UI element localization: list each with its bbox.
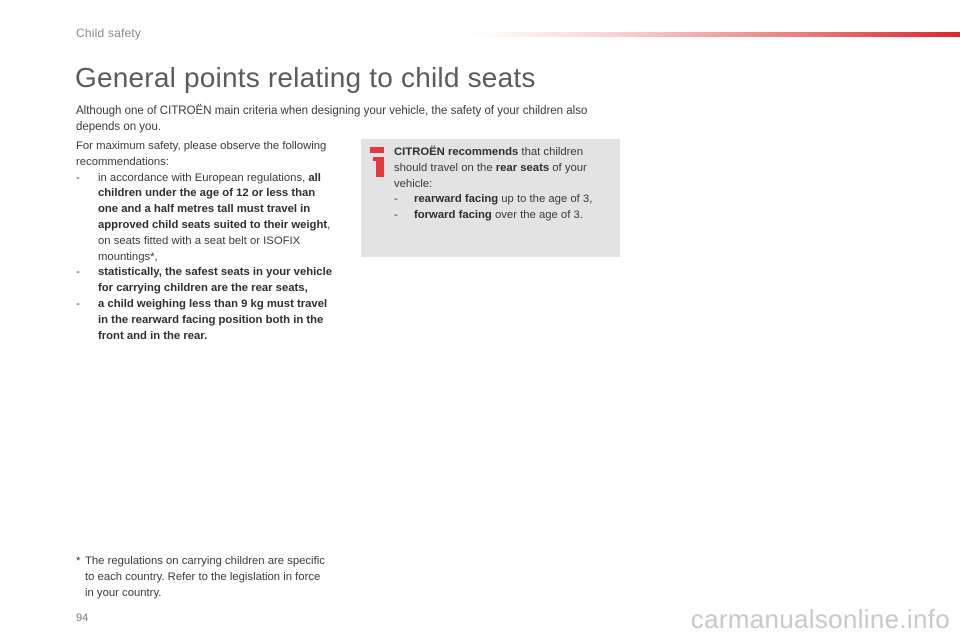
info-text-part: that children should travel on the [394,146,583,174]
item-bold-text: forward facing [414,209,492,222]
info-bold-rear-seats: rear seats [495,161,550,174]
recommendations-list [76,171,332,345]
list-item [76,297,332,344]
page-title: General points relating to child seats [75,62,536,93]
footnote-marker: * [76,555,81,567]
item-bold-text: a child weighing less than 9 kg must travel in the rearward facing position both in the front and in the rear. [98,297,328,342]
item-text: in accordance with European regulations, [98,171,309,184]
recommendations-lead: For maximum safety, please observe the following recommendations: [76,140,327,168]
section-header: Child safety [76,26,142,40]
item-text: up to the age of 3, [498,193,593,206]
item-text: over the age of 3. [491,209,583,222]
recommendations-column [76,139,332,344]
footnote-text: The regulations on carrying children are specific to each country. Refer to the legislation in force in your country. [85,555,325,599]
list-dash: - [394,193,398,206]
list-item [394,208,612,224]
list-item [394,192,612,208]
list-item [76,265,332,297]
header-gradient-bar [470,32,960,37]
item-bold-text: all children under the age of 12 or less than one and a half metres tall must travel in approved child seats suited to their weight [98,171,328,231]
intro-paragraph: Although one of CITROËN main criteria when designing your vehicle, the safety of your children also depends on you. [76,105,588,133]
info-brand: CITROËN recommends [394,146,519,158]
watermark: carmanualsonline.info [690,604,950,634]
info-box [361,139,620,257]
list-item [76,171,332,266]
item-text-after: , on seats fitted with a seat belt or ISOFIX mountings*, [98,218,331,263]
info-text [394,145,612,192]
list-dash: - [394,209,398,222]
list-dash: - [76,297,80,310]
list-dash: - [76,266,80,279]
footnote [76,554,326,601]
info-text-part: of your vehicle: [394,161,587,190]
info-list [394,192,612,224]
item-bold-text: rearward facing [414,193,499,206]
list-dash: - [76,171,80,184]
info-icon [370,147,384,177]
page-number: 94 [76,612,89,624]
item-bold-text: statistically, the safest seats in your vehicle for carrying children are the rear seats, [98,266,332,295]
